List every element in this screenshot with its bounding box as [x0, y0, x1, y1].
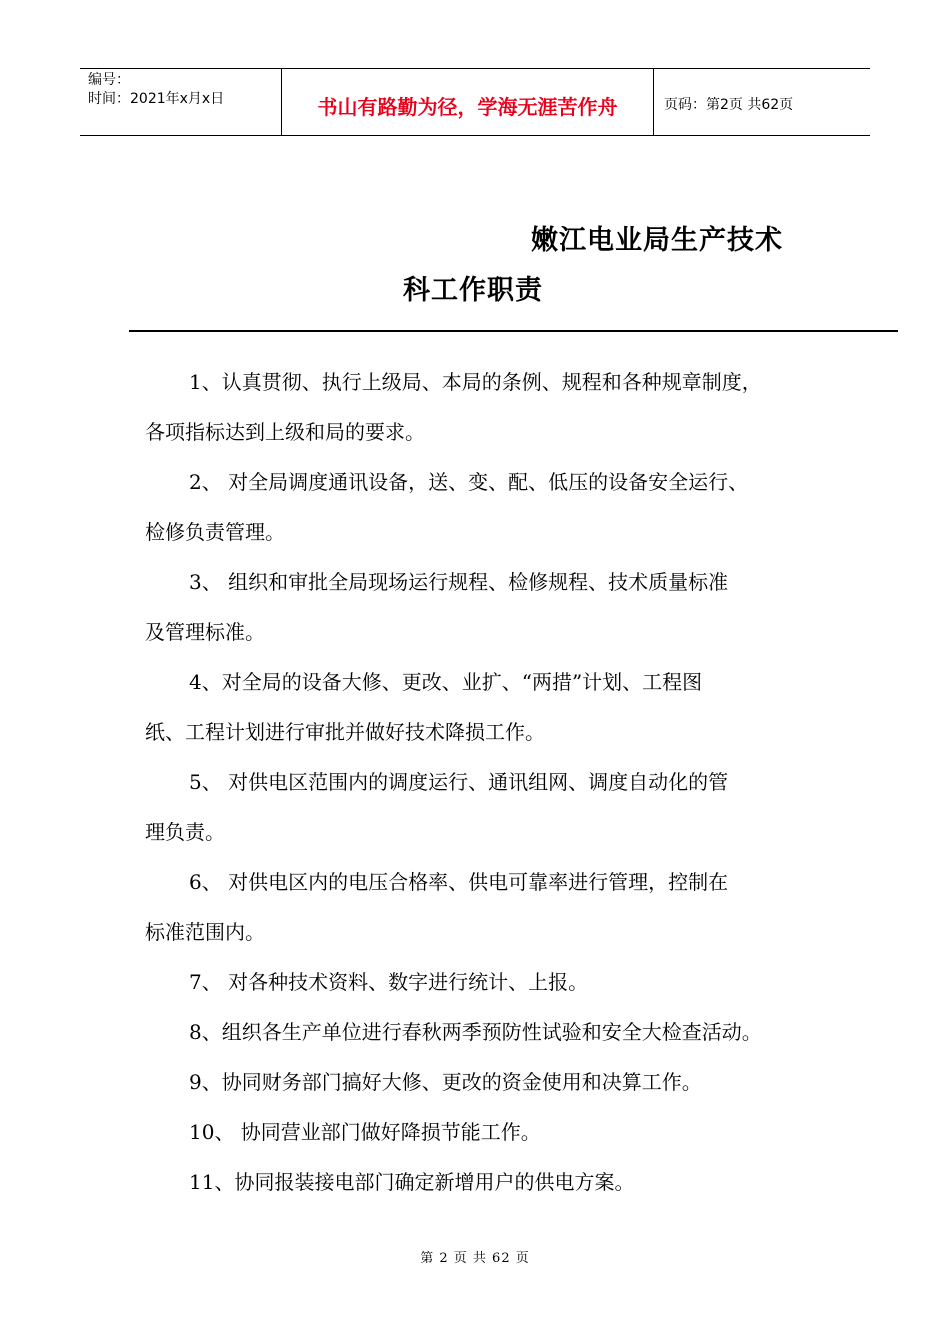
- duty-item-10: [145, 1107, 825, 1157]
- duty-item-text: 2、 对全局调度通讯设备，送、变、配、低压的设备安全运行、: [189, 470, 749, 494]
- document-title-line-2: 科工作职责: [403, 275, 543, 306]
- duty-item-3: [145, 557, 825, 657]
- page-footer: 第 2 页 共 62 页: [420, 1251, 530, 1266]
- duty-item-6: [145, 857, 825, 957]
- duty-item-11: [145, 1157, 825, 1207]
- title-divider: [129, 330, 898, 332]
- duty-item-1: [145, 357, 825, 457]
- duty-item-continuation: 检修负责管理。: [145, 520, 285, 544]
- duty-item-text: 10、 协同营业部门做好降损节能工作。: [189, 1120, 541, 1144]
- duty-item-continuation: 理负责。: [145, 820, 225, 844]
- document-title-line-1: 嫩江电业局生产技术: [531, 225, 783, 256]
- header-page-info: 页码：第2页 共62页: [664, 97, 794, 113]
- duty-item-text: 7、 对各种技术资料、数字进行统计、上报。: [189, 970, 589, 994]
- duty-item-7: [145, 957, 825, 1007]
- duty-item-8: [145, 1007, 825, 1057]
- duty-item-text: 1、认真贯彻、执行上级局、本局的条例、规程和各种规章制度，: [189, 370, 762, 394]
- document-header: [80, 68, 870, 136]
- duty-item-continuation: 纸、工程计划进行审批并做好技术降损工作。: [145, 720, 545, 744]
- header-motto: 书山有路勤为径，学海无涯苦作舟: [282, 69, 654, 135]
- document-number-label: 编号：: [88, 72, 130, 88]
- duty-item-text: 4、对全局的设备大修、更改、业扩、“两措”计划、工程图: [189, 670, 703, 694]
- duty-item-continuation: 各项指标达到上级和局的要求。: [145, 420, 425, 444]
- duty-item-continuation: 及管理标准。: [145, 620, 265, 644]
- duty-item-2: [145, 457, 825, 557]
- duty-item-continuation: 标准范围内。: [145, 920, 265, 944]
- duty-item-text: 11、协同报装接电部门确定新增用户的供电方案。: [189, 1170, 635, 1194]
- duty-item-9: [145, 1057, 825, 1107]
- duty-item-text: 5、 对供电区范围内的调度运行、通讯组网、调度自动化的管: [189, 770, 729, 794]
- document-time-label: 时间：2021年x月x日: [88, 91, 225, 107]
- duty-item-text: 9、协同财务部门搞好大修、更改的资金使用和决算工作。: [189, 1070, 702, 1094]
- duty-item-text: 3、 组织和审批全局现场运行规程、检修规程、技术质量标准: [189, 570, 729, 594]
- duty-item-text: 8、组织各生产单位进行春秋两季预防性试验和安全大检查活动。: [189, 1020, 762, 1044]
- duty-item-5: [145, 757, 825, 857]
- duty-item-4: [145, 657, 825, 757]
- header-meta-cell: [80, 69, 282, 135]
- duty-item-text: 6、 对供电区内的电压合格率、供电可靠率进行管理，控制在: [189, 870, 729, 894]
